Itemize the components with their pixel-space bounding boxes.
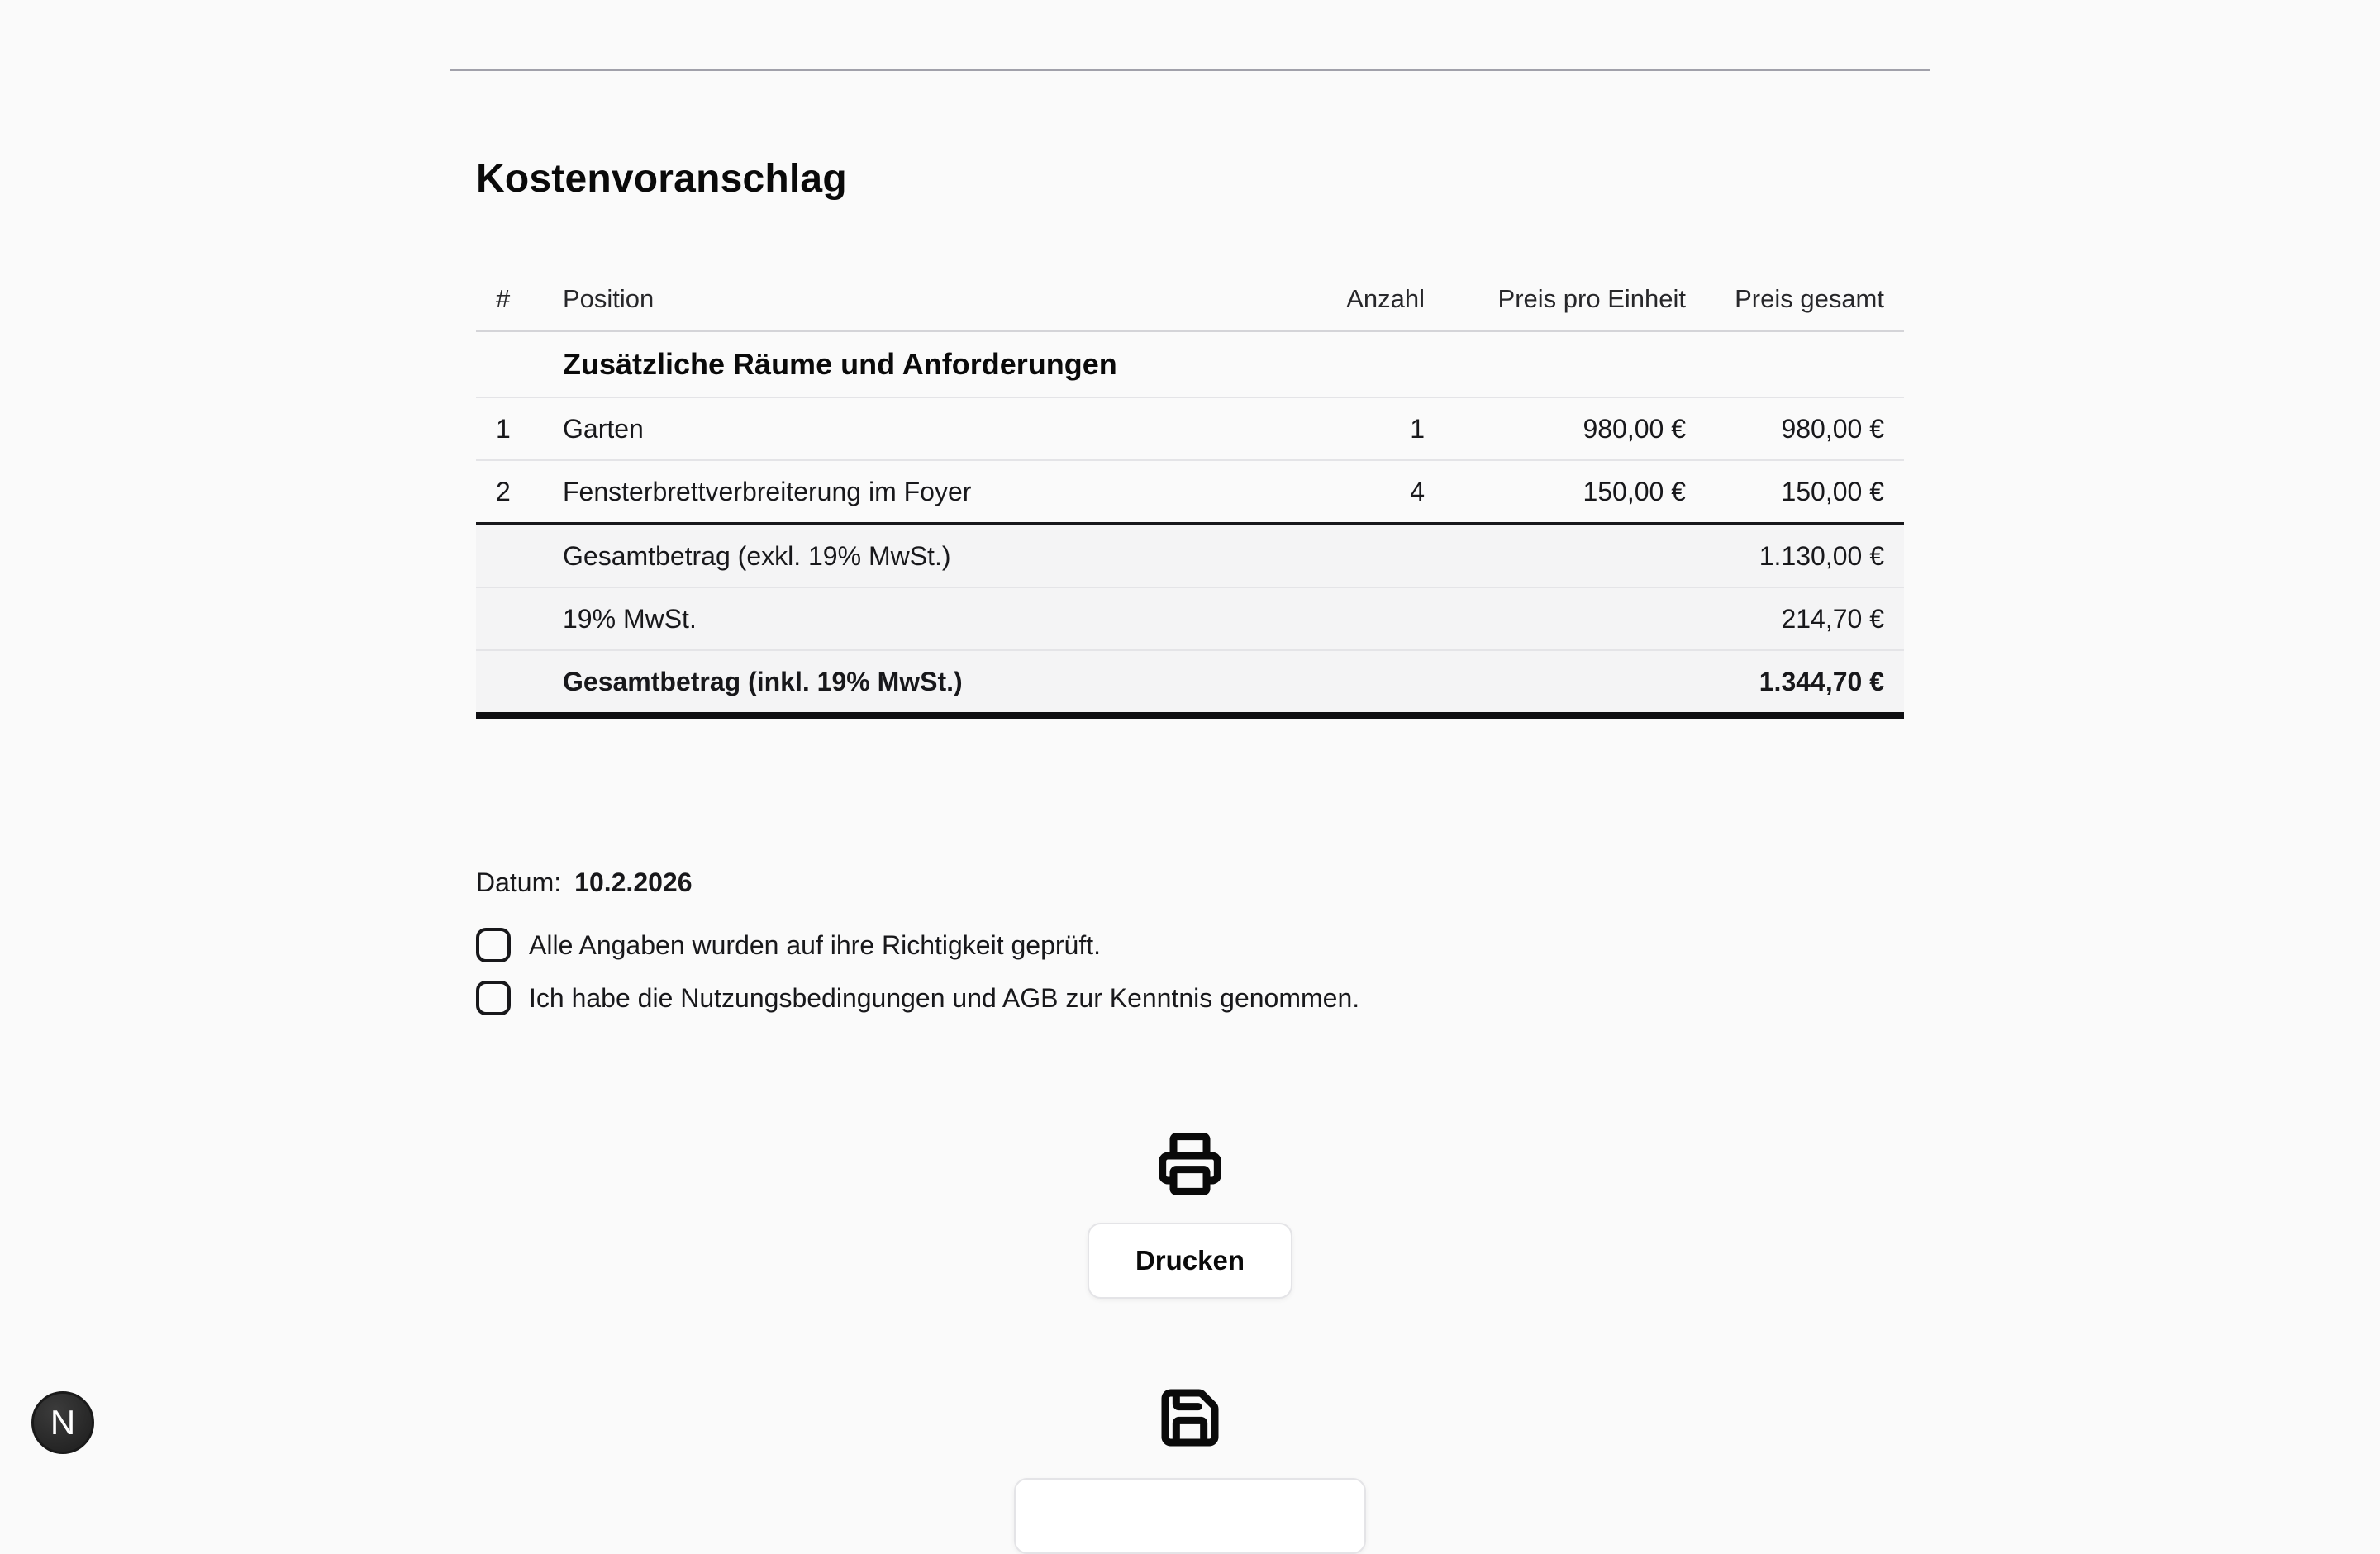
column-header-anzahl: Anzahl <box>1284 268 1425 331</box>
row-unit-price: 150,00 € <box>1425 460 1686 524</box>
subtotal-row <box>476 524 1904 587</box>
terms-check-row <box>476 981 1904 1015</box>
row-total: 980,00 € <box>1686 397 1904 460</box>
date-label: Datum: <box>476 867 562 897</box>
terms-checkbox[interactable] <box>476 981 511 1015</box>
save-button[interactable] <box>1014 1478 1366 1554</box>
avatar[interactable] <box>31 1391 94 1454</box>
estimate-table <box>476 268 1904 719</box>
grand-total-row <box>476 650 1904 715</box>
estimate-document <box>450 157 1930 1554</box>
date-line <box>476 867 1904 898</box>
row-position: Fensterbrettverbreiterung im Foyer <box>563 460 1284 524</box>
page-title: Kostenvoranschlag <box>476 157 847 201</box>
vat-label: 19% MwSt. <box>476 587 1686 650</box>
table-row <box>476 460 1904 524</box>
avatar-letter: N <box>50 1403 76 1442</box>
row-position: Garten <box>563 397 1284 460</box>
table-row <box>476 397 1904 460</box>
accuracy-checkbox-label: Alle Angaben wurden auf ihre Richtigkeit geprüft. <box>529 930 1101 960</box>
print-section <box>476 1131 1904 1299</box>
grand-total-label: Gesamtbetrag (inkl. 19% MwSt.) <box>476 650 1686 715</box>
terms-checkbox-label: Ich habe die Nutzungsbedingungen und AGB zur Kenntnis genommen. <box>529 983 1360 1013</box>
row-anzahl: 4 <box>1284 460 1425 524</box>
date-value: 10.2.2026 <box>574 867 693 897</box>
table-header-row <box>476 268 1904 331</box>
column-header-num: # <box>476 268 563 331</box>
row-unit-price: 980,00 € <box>1425 397 1686 460</box>
print-button[interactable]: Drucken <box>1088 1223 1292 1299</box>
vat-row <box>476 587 1904 650</box>
vat-value: 214,70 € <box>1686 587 1904 650</box>
accuracy-checkbox[interactable] <box>476 928 511 962</box>
row-num: 2 <box>476 460 563 524</box>
column-header-total: Preis gesamt <box>1686 268 1904 331</box>
save-icon <box>1157 1385 1223 1455</box>
row-anzahl: 1 <box>1284 397 1425 460</box>
column-header-unit-price: Preis pro Einheit <box>1425 268 1686 331</box>
column-header-position: Position <box>563 268 1284 331</box>
subtotal-label: Gesamtbetrag (exkl. 19% MwSt.) <box>476 524 1686 587</box>
table-section-row <box>476 331 1904 397</box>
section-header-label: Zusätzliche Räume und Anforderungen <box>476 331 1904 397</box>
grand-total-value: 1.344,70 € <box>1686 650 1904 715</box>
confirmation-check-row <box>476 928 1904 962</box>
top-divider <box>450 69 1930 71</box>
printer-icon <box>1157 1131 1223 1201</box>
subtotal-value: 1.130,00 € <box>1686 524 1904 587</box>
row-num: 1 <box>476 397 563 460</box>
page-container <box>450 0 1930 1554</box>
row-total: 150,00 € <box>1686 460 1904 524</box>
save-section <box>476 1385 1904 1554</box>
